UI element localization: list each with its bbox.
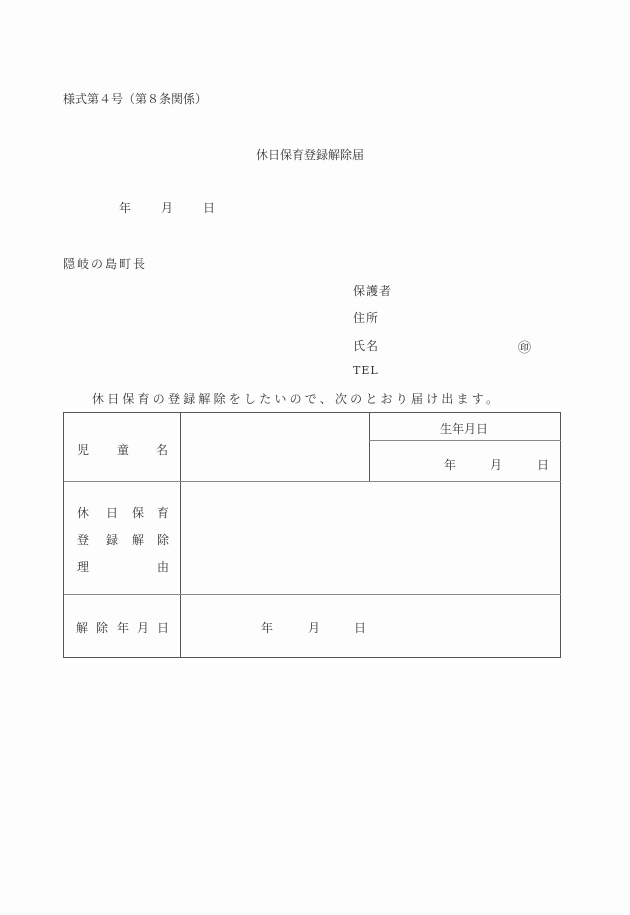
label-char: 除	[96, 621, 109, 635]
label-char: 登	[77, 533, 90, 547]
label-char: 日	[157, 621, 170, 635]
guardian-heading: 保護者	[353, 284, 393, 298]
label-char: 月	[137, 621, 150, 635]
label-char: 保	[132, 506, 145, 520]
label-char: 童	[117, 443, 130, 457]
cancel-date-month-label: 月	[308, 621, 321, 635]
label-char: 解	[76, 621, 89, 635]
label-char: 育	[157, 506, 170, 520]
date-year-label: 年	[119, 201, 132, 215]
label-char: 名	[156, 443, 169, 457]
addressee: 隠岐の島町長	[63, 257, 148, 271]
birthdate-year-label: 年	[444, 458, 457, 472]
row-divider-1	[64, 481, 561, 482]
document-title: 休日保育登録解除届	[256, 148, 365, 162]
label-char: 児	[77, 443, 90, 457]
label-char: 除	[157, 533, 170, 547]
birthdate-month-label: 月	[490, 458, 503, 472]
label-char: 日	[106, 506, 119, 520]
row-divider-2	[64, 594, 561, 595]
birthdate-header-divider	[369, 440, 561, 441]
col-divider-label	[180, 413, 181, 657]
reason-field[interactable]	[184, 485, 556, 591]
form-table	[63, 412, 561, 658]
label-char: 休	[77, 506, 90, 520]
child-name-field[interactable]	[184, 417, 364, 477]
date-month-label: 月	[161, 201, 174, 215]
date-day-label: 日	[203, 201, 216, 215]
label-char: 年	[117, 621, 130, 635]
seal-icon: ㊞	[518, 341, 532, 356]
intro-text: 休日保育の登録解除をしたいので、次のとおり届け出ます。	[92, 392, 502, 406]
label-char: 理	[77, 560, 90, 574]
cancel-date-year-label: 年	[261, 621, 274, 635]
birthdate-header: 生年月日	[440, 422, 489, 436]
col-divider-birthdate	[369, 413, 370, 481]
cancel-date-day-label: 日	[354, 621, 367, 635]
guardian-name-label: 氏名	[353, 339, 380, 353]
form-number: 様式第４号（第８条関係）	[63, 92, 208, 106]
birthdate-day-label: 日	[537, 458, 550, 472]
label-char: 録	[106, 533, 119, 547]
guardian-tel-label: TEL	[353, 364, 379, 377]
label-char: 由	[157, 560, 170, 574]
label-char: 解	[132, 533, 145, 547]
guardian-address-label: 住所	[353, 311, 380, 325]
